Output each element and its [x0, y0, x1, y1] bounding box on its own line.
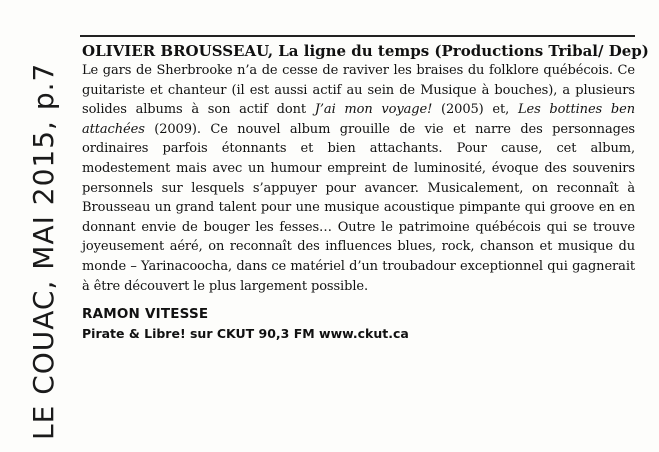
body-text-2: (2005) et,: [432, 102, 518, 118]
artist-name: OLIVIER BROUSSEAU: [82, 42, 268, 60]
review-body: [82, 61, 635, 296]
album-title: , La ligne du temps (Productions Tribal/ Dep): [267, 42, 649, 60]
album-reference-1: J’ai mon voyage!: [314, 102, 433, 118]
author-byline: RAMON VITESSE: [82, 306, 209, 323]
review-article: [82, 42, 649, 343]
body-text-3: (2009). Ce nouvel album grouille de vie et narre des personnages ordinaires parfois étonnants et bien attachants. Pour cause, cet album, modestement mais avec un humour empreint de luminosité, évoque des souvenirs personnels sur lesquels s’appuyer pour avancer. Musicalement, on reconnaît à Brousseau un grand talent pour une musique acoustique pimpante qui groove en en donnant envie de bouger les fesses… Outre le patrimoine québécois qui se trouve joyeusement aéré, on reconnaît des influences blues, rock, chanson et musique du monde – Yarinacoocha, dans ce matériel d’un troubadour exceptionnel qui gagnerait à être découvert le plus largement possible.: [82, 121, 635, 294]
author-source: Pirate & Libre! sur CKUT 90,3 FM www.ckut.ca: [82, 326, 409, 342]
review-headline: [82, 42, 649, 61]
top-rule: [80, 35, 635, 37]
album-reference-2: Les bottines ben attachées: [82, 102, 635, 137]
handwritten-margin-note: LE COUAC, MAI 2015, p.7: [27, 62, 60, 440]
body-text-1: Le gars de Sherbrooke n’a de cesse de raviver les braises du folklore québécois. Ce guitariste et chanteur (il est aussi actif au sein de Musique à bouches), a plusieurs solides albums à son actif dont: [82, 63, 635, 118]
